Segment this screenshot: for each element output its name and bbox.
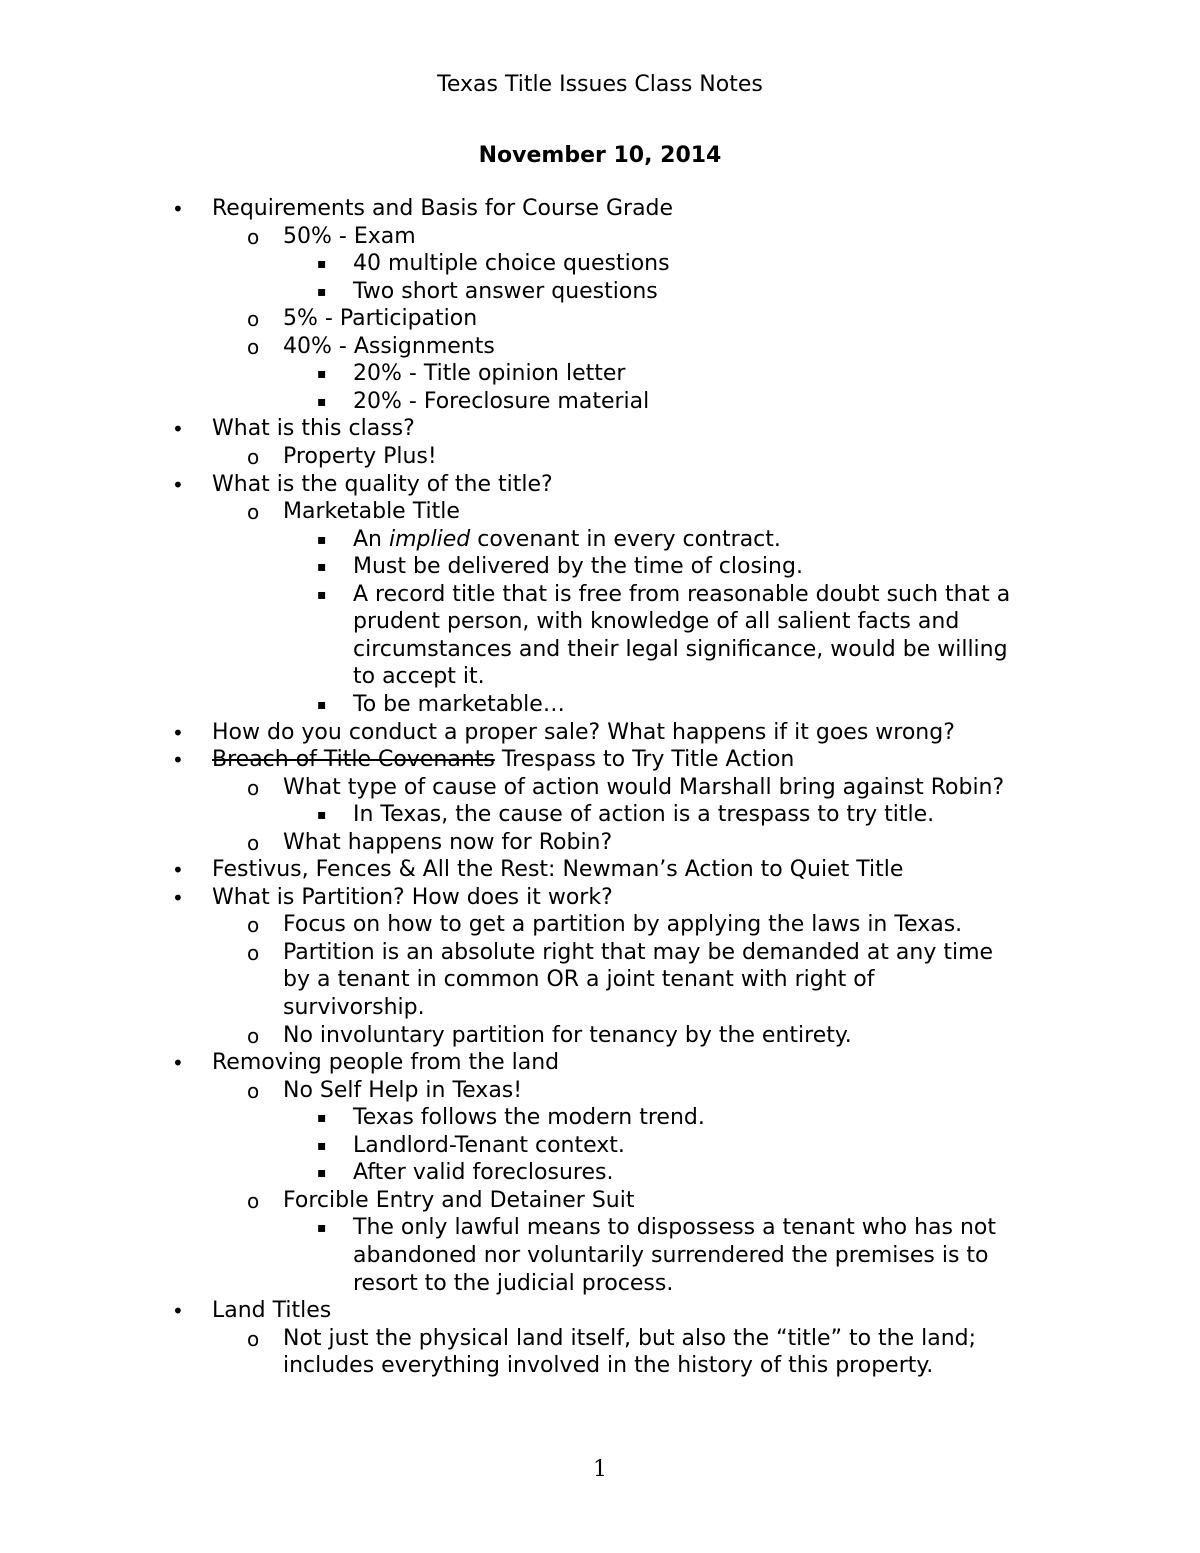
text-body: Trespass to Try Title Action <box>494 747 795 772</box>
bullet-marker: • <box>172 197 184 221</box>
notes-date-heading: November 10, 2014 <box>478 143 722 168</box>
text-body: How do you conduct a proper sale? What happens if it goes wrong? <box>212 719 955 745</box>
outline-text <box>283 911 962 939</box>
bullet-marker: ▪ <box>317 696 327 713</box>
outline-text <box>283 994 425 1022</box>
outline-text <box>283 333 495 361</box>
text-body: 20% - Title opinion letter <box>353 361 626 387</box>
outline-text <box>283 305 477 333</box>
bullet-marker: ▪ <box>317 1137 327 1154</box>
bullet-marker: • <box>172 1299 184 1323</box>
text-body: Two short answer questions <box>353 278 658 304</box>
text-body: to accept it. <box>353 664 485 690</box>
bullet-marker: ▪ <box>317 1165 327 1182</box>
outline-text <box>353 663 485 691</box>
bullet-marker: o <box>247 1326 260 1351</box>
bullet-marker: ▪ <box>317 1220 327 1237</box>
text-body: What type of cause of action would Marshall bring against Robin? <box>283 774 1005 800</box>
text-body: Land Titles <box>212 1298 332 1323</box>
bullet-marker: ▪ <box>317 531 327 548</box>
bullet-marker: ▪ <box>317 393 327 410</box>
text-body: No involuntary partition for tenancy by the entirety. <box>283 1022 852 1048</box>
outline-text <box>283 1352 933 1380</box>
outline-text <box>353 1270 673 1298</box>
bullet-marker: • <box>172 1051 184 1076</box>
bullet-marker: ▪ <box>317 283 327 300</box>
outline-text <box>353 691 565 719</box>
text-body: 40 multiple choice questions <box>353 251 670 277</box>
bullet-marker: o <box>247 940 260 965</box>
outline-text <box>212 471 553 499</box>
outline-text <box>283 966 875 994</box>
bullet-marker: o <box>247 500 260 525</box>
outline-text <box>283 939 993 967</box>
text-body: Landlord-Tenant context. <box>353 1132 625 1158</box>
text-body: What happens now for Robin? <box>283 829 613 855</box>
bullet-marker: ▪ <box>317 366 327 383</box>
outline-text <box>353 250 670 278</box>
text-body: No Self Help in Texas! <box>283 1077 523 1103</box>
text-body: Texas follows the modern trend. <box>353 1105 705 1131</box>
bullet-marker: ▪ <box>317 559 327 576</box>
text-body: abandoned nor voluntarily surrendered the premises is to <box>353 1242 989 1268</box>
text-body: circumstances and their legal significance, would be willing <box>353 636 1008 662</box>
bullet-marker: o <box>247 775 260 800</box>
text-body: Festivus, Fences & All the Rest: Newman’s Action to Quiet Title <box>212 857 904 883</box>
outline-text <box>353 388 649 416</box>
outline-text <box>353 1242 989 1270</box>
text-prefix: An <box>353 526 389 552</box>
outline-text <box>212 195 673 223</box>
bullet-marker: • <box>172 720 184 745</box>
bullet-marker: o <box>247 913 260 938</box>
outline-text <box>283 829 612 857</box>
page-number: 1 <box>593 1457 607 1482</box>
text-body: Forcible Entry and Detainer Suit <box>283 1187 635 1213</box>
page-header-title: Texas Title Issues Class Notes <box>437 72 763 97</box>
bullet-marker: o <box>247 445 260 469</box>
text-body: What is Partition? How does it work? <box>212 884 613 910</box>
text-body: Property Plus! <box>283 444 437 469</box>
outline-text <box>283 443 437 471</box>
outline-text <box>283 1022 852 1050</box>
text-body: In Texas, the cause of action is a trespass to try title. <box>353 802 935 828</box>
outline-text <box>212 415 415 443</box>
outline-text <box>353 1104 705 1132</box>
outline-text <box>353 360 625 388</box>
text-body: Marketable Title <box>283 499 460 525</box>
outline-text <box>283 223 416 251</box>
bullet-marker: • <box>172 417 184 442</box>
outline-text <box>283 1187 634 1215</box>
outline-text <box>212 856 903 884</box>
bullet-marker: o <box>247 307 260 332</box>
outline-text <box>353 608 959 636</box>
text-body: 50% - Exam <box>283 223 416 249</box>
outline-text <box>353 636 1008 664</box>
bullet-marker: ▪ <box>317 586 327 603</box>
outline-text <box>212 746 794 774</box>
outline-text <box>353 278 658 306</box>
text-body: What is this class? <box>212 416 415 442</box>
bullet-marker: • <box>172 885 184 910</box>
bullet-marker: ▪ <box>317 807 327 824</box>
bullet-marker: • <box>172 858 184 883</box>
bullet-marker: o <box>247 1188 260 1213</box>
bullet-marker: o <box>247 1023 260 1048</box>
outline-text <box>212 884 613 912</box>
struck-text: Breach of Title Covenants <box>212 747 495 772</box>
outline-text <box>212 719 955 747</box>
text-body: covenant in every contract. <box>470 526 781 552</box>
bullet-marker: ▪ <box>317 256 327 273</box>
emphasized-word: implied <box>389 526 471 552</box>
outline-text <box>353 1132 625 1160</box>
outline-text <box>353 526 781 554</box>
text-body: resort to the judicial process. <box>353 1270 674 1296</box>
bullet-marker: o <box>247 334 260 359</box>
outline-text <box>353 553 803 581</box>
text-body: Requirements and Basis for Course Grade <box>212 196 674 221</box>
outline-text <box>353 801 934 829</box>
text-body: Focus on how to get a partition by applying the laws in Texas. <box>283 912 963 938</box>
text-body: To be marketable… <box>353 691 565 717</box>
bullet-marker: • <box>172 472 184 497</box>
text-body: 20% - Foreclosure material <box>353 388 650 414</box>
text-body: A record title that is free from reasonable doubt such that a <box>353 581 1011 607</box>
outline-text <box>353 581 1010 609</box>
bullet-marker: o <box>247 1078 260 1103</box>
text-body: prudent person, with knowledge of all salient facts and <box>353 609 960 635</box>
bullet-marker: • <box>172 748 184 772</box>
outline-text <box>353 1159 613 1187</box>
text-body: 5% - Participation <box>283 306 478 332</box>
outline-text <box>283 1325 976 1353</box>
text-body: by a tenant in common OR a joint tenant with right of <box>283 967 875 993</box>
bullet-marker: o <box>247 224 260 249</box>
outline-text <box>283 1077 522 1105</box>
text-body: Not just the physical land itself, but also the “title” to the land; <box>283 1325 977 1351</box>
text-body: Must be delivered by the time of closing. <box>353 554 803 580</box>
outline-text <box>283 498 460 526</box>
text-body: Partition is an absolute right that may be demanded at any time <box>283 939 994 965</box>
text-body: includes everything involved in the history of this property. <box>283 1353 934 1379</box>
text-body: After valid foreclosures. <box>353 1160 614 1186</box>
outline-text <box>212 1297 331 1325</box>
text-body: survivorship. <box>283 995 425 1020</box>
text-body: Removing people from the land <box>212 1050 560 1076</box>
outline-text <box>353 1214 996 1242</box>
text-body: 40% - Assignments <box>283 333 495 359</box>
text-body: The only lawful means to dispossess a tenant who has not <box>353 1215 997 1241</box>
bullet-marker: ▪ <box>317 1110 327 1127</box>
outline-text <box>212 1049 559 1077</box>
bullet-marker: o <box>247 830 260 855</box>
text-body: What is the quality of the title? <box>212 471 553 497</box>
outline-text <box>283 774 1004 802</box>
